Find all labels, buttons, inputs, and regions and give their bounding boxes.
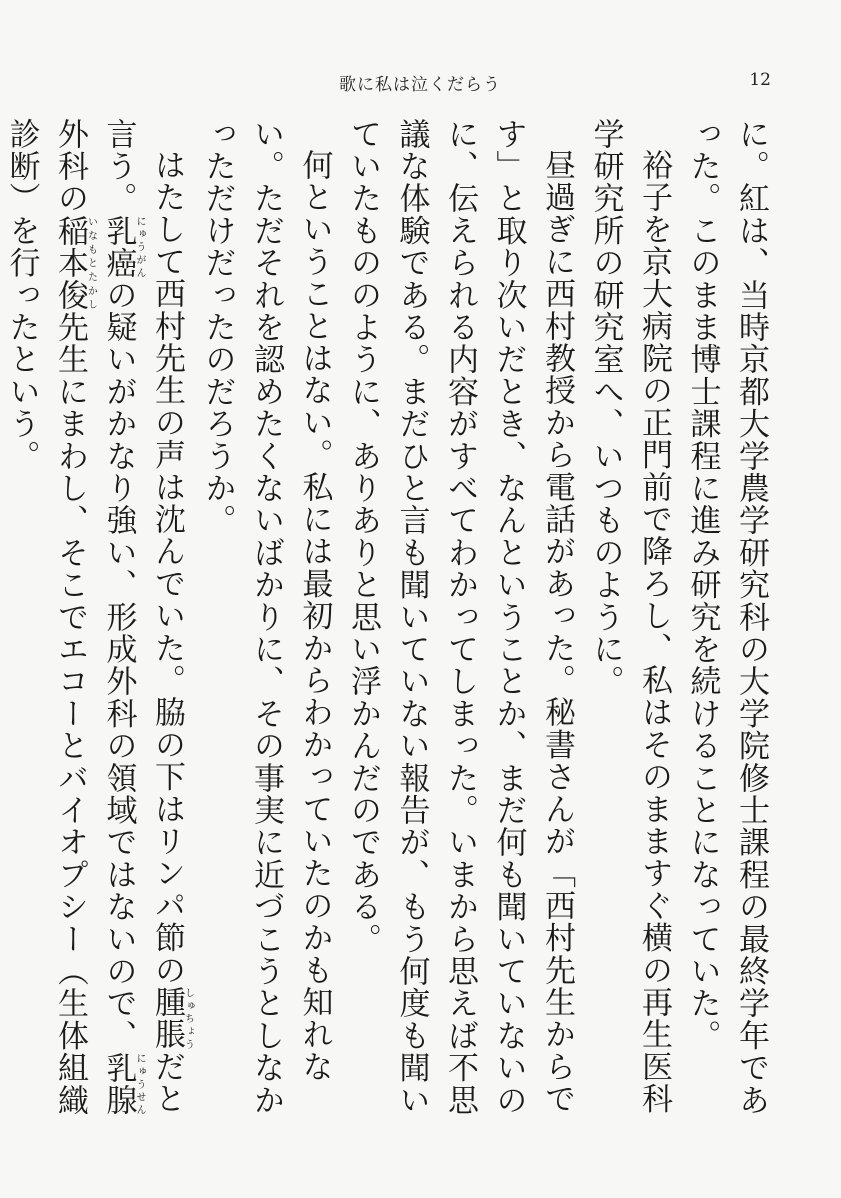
paragraph: 昼過ぎに西村教授から電話があった。秘書さんが「西村先生からです」と取り次いだとき、なんということか、まだ何も聞いていないのに、伝えられる内容がすべてわかってしまった。いまから思えば不思議な体験である。まだひと言も聞いていない報告が、もう何度も聞いていたもののように、ありありと思い浮かんだのである。 <box>345 118 575 1117</box>
paragraph: に。紅は、当時京都大学農学研究科の大学院修士課程の最終学年であった。このまま博士課程に進み研究を続けることになっていた。 <box>684 118 769 1117</box>
paragraph: 裕子を京大病院の正門前で降ろし、私はそのまますぐ横の再生医科学研究所の研究室へ、いつものように。 <box>587 118 672 1115</box>
running-header-title: 歌に私は泣くだらう <box>339 75 501 95</box>
ruby-word: 腫脹しゅちょう <box>149 986 194 1051</box>
ruby-word: 乳癌にゅうがん <box>100 214 145 280</box>
paragraph: はたして西村先生の声は沈んでいた。脇の下はリンパ節の腫脹しゅちょうだと言う。乳癌にゅうがんの疑いがかなり強い、形成外科の領域ではないので、乳腺にゅうせん外科の稲本俊いなもとたかし先生にまわし、そこでエコーとバイオプシー（生体組織診断）を行ったという。 <box>3 118 194 1117</box>
paragraph: 何ということはない。私には最初からわかっていたのかも知れない。ただそれを認めたくないばかりに、その事実に近づこうとしなかっただけだったのだろうか。 <box>199 118 333 1117</box>
ruby-word: 乳腺にゅうせん <box>100 1051 145 1117</box>
page-number: 12 <box>749 70 771 90</box>
body-text <box>3 118 775 1138</box>
ruby-word: 稲本俊いなもとたかし <box>52 214 97 312</box>
